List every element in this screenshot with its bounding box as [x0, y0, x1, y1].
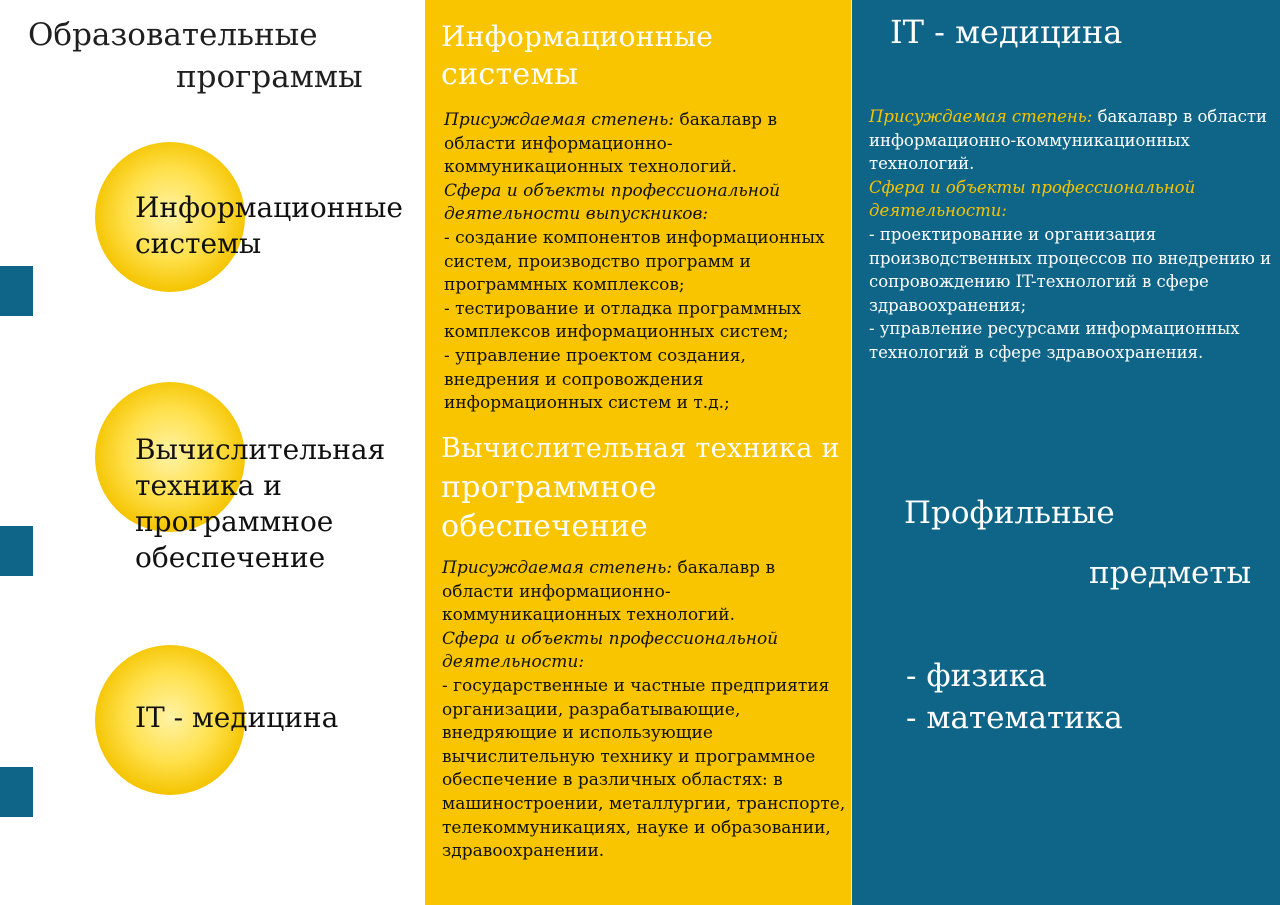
page-title [28, 14, 363, 98]
vt-po-degree [442, 557, 848, 628]
info-systems-item: - создание компонентов информационных систем, производство программ и программных комплексов; [444, 227, 825, 296]
info-systems-degree [444, 109, 846, 180]
profile-subject-list [906, 655, 1123, 739]
it-medicine-degree [869, 105, 1274, 176]
vt-po-degree-value: бакалавр в области информационно-коммуникационных технологий. [442, 558, 776, 626]
program-label-vt-po: Вычислительная техника и программное обеспечение [135, 433, 386, 574]
profile-subject-item: - физика [906, 658, 1047, 694]
vt-po-heading-line3: обеспечение [441, 509, 649, 544]
it-medicine-description [869, 105, 1274, 365]
info-systems-scope-label: Сфера и объекты профессиональной деятельности выпускников: [444, 180, 781, 225]
program-label-info-systems: Информационные системы [135, 191, 403, 260]
it-medicine-heading: IT - медицина [890, 13, 1123, 51]
it-medicine-degree-label: Присуждаемая степень: [869, 107, 1093, 126]
vt-po-scope-label: Сфера и объекты профессиональной деятельности: [442, 628, 779, 673]
it-medicine-scope-label: Сфера и объекты профессиональной деятельности: [869, 177, 1196, 221]
vt-po-heading [441, 428, 840, 546]
it-medicine-degree-value: бакалавр в области информационно-коммуникационных технологий. [869, 107, 1268, 174]
it-medicine-item: - проектирование и организация производственных процессов по внедрению и сопровождению IT-технологий в сфере здравоохранения; [869, 224, 1272, 315]
info-systems-heading-line1: Информационные [441, 20, 714, 53]
vt-po-item: - государственные и частные предприятия организации, разрабатывающие, внедряющие и использующие вычислительную технику и программное обеспечение в различных областях: в машиностроении, металлургии, транспорте, телекоммуникациях, науке и образовании, здравоохранении. [442, 675, 846, 862]
program-label-it-medicine: IT - медицина [135, 701, 339, 734]
info-systems-scope [444, 180, 846, 227]
decor-bar-2 [0, 526, 33, 576]
profile-title-line1: Профильные [904, 495, 1115, 531]
info-systems-degree-label: Присуждаемая степень: [444, 110, 675, 130]
info-systems-heading [441, 18, 713, 94]
vt-po-heading-line1: Вычислительная техника и [441, 433, 840, 464]
profile-subject-item: - математика [906, 700, 1123, 736]
page-title-line2: программы [176, 59, 363, 95]
vt-po-description [442, 557, 848, 864]
vt-po-scope [442, 628, 848, 675]
info-systems-heading-line2: системы [441, 57, 579, 92]
info-systems-item: - тестирование и отладка программных комплексов информационных систем; [444, 298, 802, 343]
vt-po-degree-label: Присуждаемая степень: [442, 558, 673, 578]
decor-bar-1 [0, 266, 33, 316]
profile-title-line2: предметы [1089, 555, 1252, 591]
info-systems-description [444, 109, 846, 416]
it-medicine-item: - управление ресурсами информационных технологий в сфере здравоохранения. [869, 319, 1240, 362]
it-medicine-scope [869, 176, 1274, 223]
page-title-line1: Образовательные [28, 17, 318, 53]
info-systems-degree-value: бакалавр в области информационно-коммуникационных технологий. [444, 110, 778, 178]
decor-bar-3 [0, 767, 33, 817]
info-systems-item: - управление проектом создания, внедрения и сопровождения информационных систем и т.д.; [444, 345, 746, 414]
vt-po-heading-line2: программное [441, 470, 657, 505]
